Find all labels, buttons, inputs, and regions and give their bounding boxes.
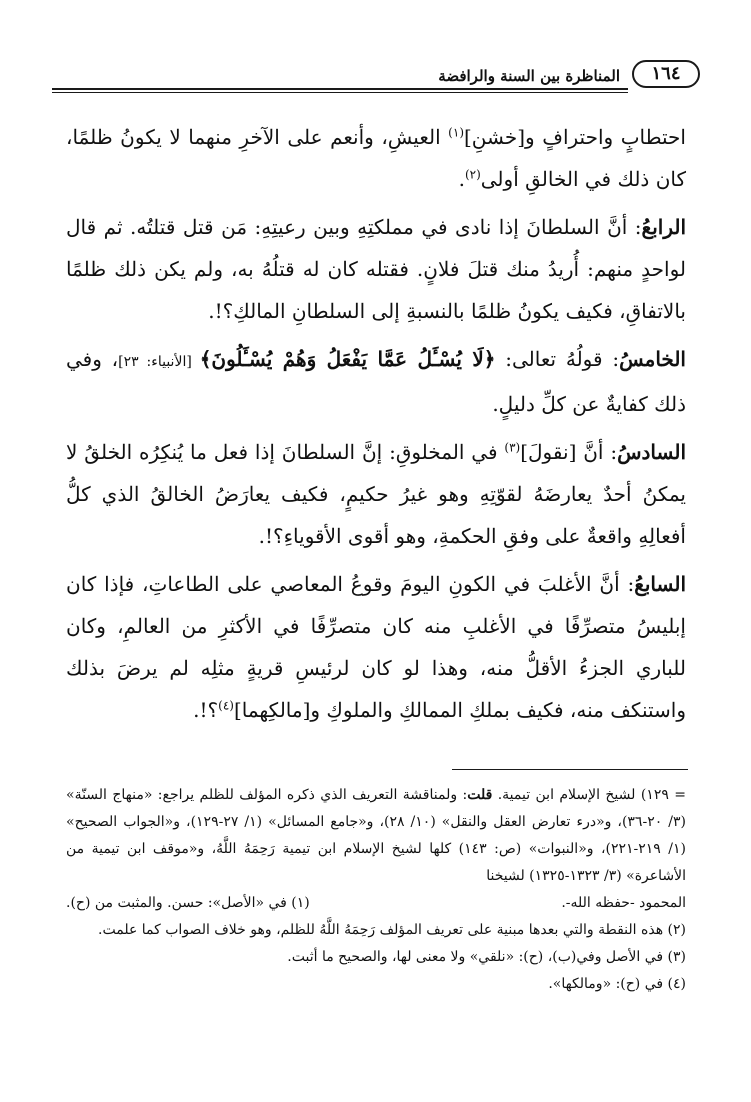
text-run: : ولمناقشة التعريف الذي ذكره المؤلف للظلم يراجع: «منهاج السنّة» (٣/ ٢٠-٣٦)، و«درء تعارض العقل والنقل» (١٠/ ٢٨)، و«جامع المسائل» (١/ ٢٧-١٢٩)، و«الجواب الصحيح» (١/ ٢١٩-٢٢١)، و«النبوات» (ص: ١٤٣) كلها لشيخ الإسلام ابن تيمية رَحِمَهُ اللَّهُ، و«موقف ابن تيمية من الأشاعرة» (٣/ ١٣٢٣-١٣٢٥) لشيخنا xyxy=(66,787,686,884)
text-run: : أنَّ الأغلبَ في الكونِ اليومَ وقوعُ المعاصي على الطاعاتِ، فإذا كان إبليسُ متصرِّفًا في الأغلبِ منه كان متصرِّفًا في الأكثرِ من العالمِ، وكان للباري الجزءُ الأقلُّ منه، وهذا لو كان لرئيسِ قريةٍ مثلِه لم يرضَ بذلك واستنكف منه، فكيف بملكِ الممالكِ والملوكِ و[مالكِهما] xyxy=(66,572,686,722)
paragraph-sixth xyxy=(66,431,686,557)
footnotes xyxy=(66,782,686,998)
paragraph-fifth xyxy=(66,338,686,425)
footnote-1: (١) في «الأصل»: حسن. والمثبت من (ح). xyxy=(66,895,310,911)
point-label: السادسُ xyxy=(617,440,686,464)
footnote-separator xyxy=(452,769,688,770)
text-run: . xyxy=(458,167,465,191)
footnote-3: (٣) في الأصل وفي(ب)، (ح): «نلقي» ولا معنى لها، والصحيح ما أثبت. xyxy=(287,949,686,965)
footnote-continuation xyxy=(66,782,686,890)
footnote-marker: (٣) xyxy=(504,440,521,455)
point-label: الخامسُ xyxy=(619,347,686,371)
running-title: المناظرة بين السنة والرافضة xyxy=(438,67,620,85)
footnote-4: (٤) في (ح): «ومالكها». xyxy=(548,976,686,992)
main-text xyxy=(66,116,686,737)
header-rule-thin xyxy=(52,92,628,93)
text-run: ؟!. xyxy=(193,698,219,722)
text-run: العيشِ، وأنعم على الآخرِ منهما لا يكونُ ظلمًا، كان ذلك في الخالقِ أولى xyxy=(66,125,686,191)
page-header xyxy=(52,58,700,92)
text-run: ، وفي ذلك كفايةٌ عن كلِّ دليلٍ. xyxy=(66,347,686,416)
page-number: ١٦٤ xyxy=(632,60,700,88)
text-run: احتطابٍ واحترافٍ و[خشنِ] xyxy=(464,125,686,149)
paragraph-fourth xyxy=(66,206,686,332)
point-label: السابعُ xyxy=(634,572,686,596)
text-run: = ١٢٩) لشيخ الإسلام ابن تيمية. xyxy=(492,787,686,803)
footnote-marker: (٢) xyxy=(464,167,481,182)
verse-citation: [الأنبياء: ٢٣] xyxy=(118,354,200,370)
footnote-line xyxy=(66,890,686,917)
footnote-continuation-end: المحمود -حفظه الله-. xyxy=(561,895,686,911)
header-rule-thick xyxy=(52,88,628,90)
paragraph-seventh xyxy=(66,563,686,731)
text-run: : أنَّ [نقولَ] xyxy=(520,440,618,464)
text-run: : قولُهُ تعالى: xyxy=(495,347,620,371)
footnote-marker: (٤) xyxy=(218,698,234,713)
footnote-label: قلت xyxy=(467,787,493,803)
footnote-2: (٢) هذه النقطة والتي بعدها مبنية على تعريف المؤلف رَحِمَهُ اللَّهُ للظلم، وهو خلاف الصواب كما علمت. xyxy=(98,922,686,938)
point-label: الرابعُ xyxy=(641,215,686,239)
text-run: : أنَّ السلطانَ إذا نادى في مملكتِهِ وبين رعيتِهِ: مَن قتل قتلتُه. ثم قال لواحدٍ منهم: أُريدُ منك قتلَ فلانٍ. فقتله كان له قتلُهُ به، ولم يكن ذلك ظلمًا بالاتفاقِ، فكيف يكونُ ظلمًا بالنسبةِ إلى السلطانِ المالكِ؟!. xyxy=(66,215,686,323)
quran-verse: ﴿لَا يُسْـَٔلُ عَمَّا يَفْعَلُ وَهُمْ يُسْـَٔلُونَ﴾ xyxy=(199,347,496,371)
footnote-marker: (١) xyxy=(448,125,464,140)
text-run: في المخلوقِ: إنَّ السلطانَ إذا فعل ما يُنكِرُه الخلقُ لا يمكنُ أحدٌ يعارضَهُ لقوّتِهِ وهو غيرُ حكيمٍ، فكيف يعارَضُ الخالقُ الذي كلُّ أفعالِهِ واقعةٌ على وفقِ الحكمةِ، وهو أقوى الأقوياءِ؟!. xyxy=(66,440,686,548)
paragraph-continuation xyxy=(66,116,686,200)
